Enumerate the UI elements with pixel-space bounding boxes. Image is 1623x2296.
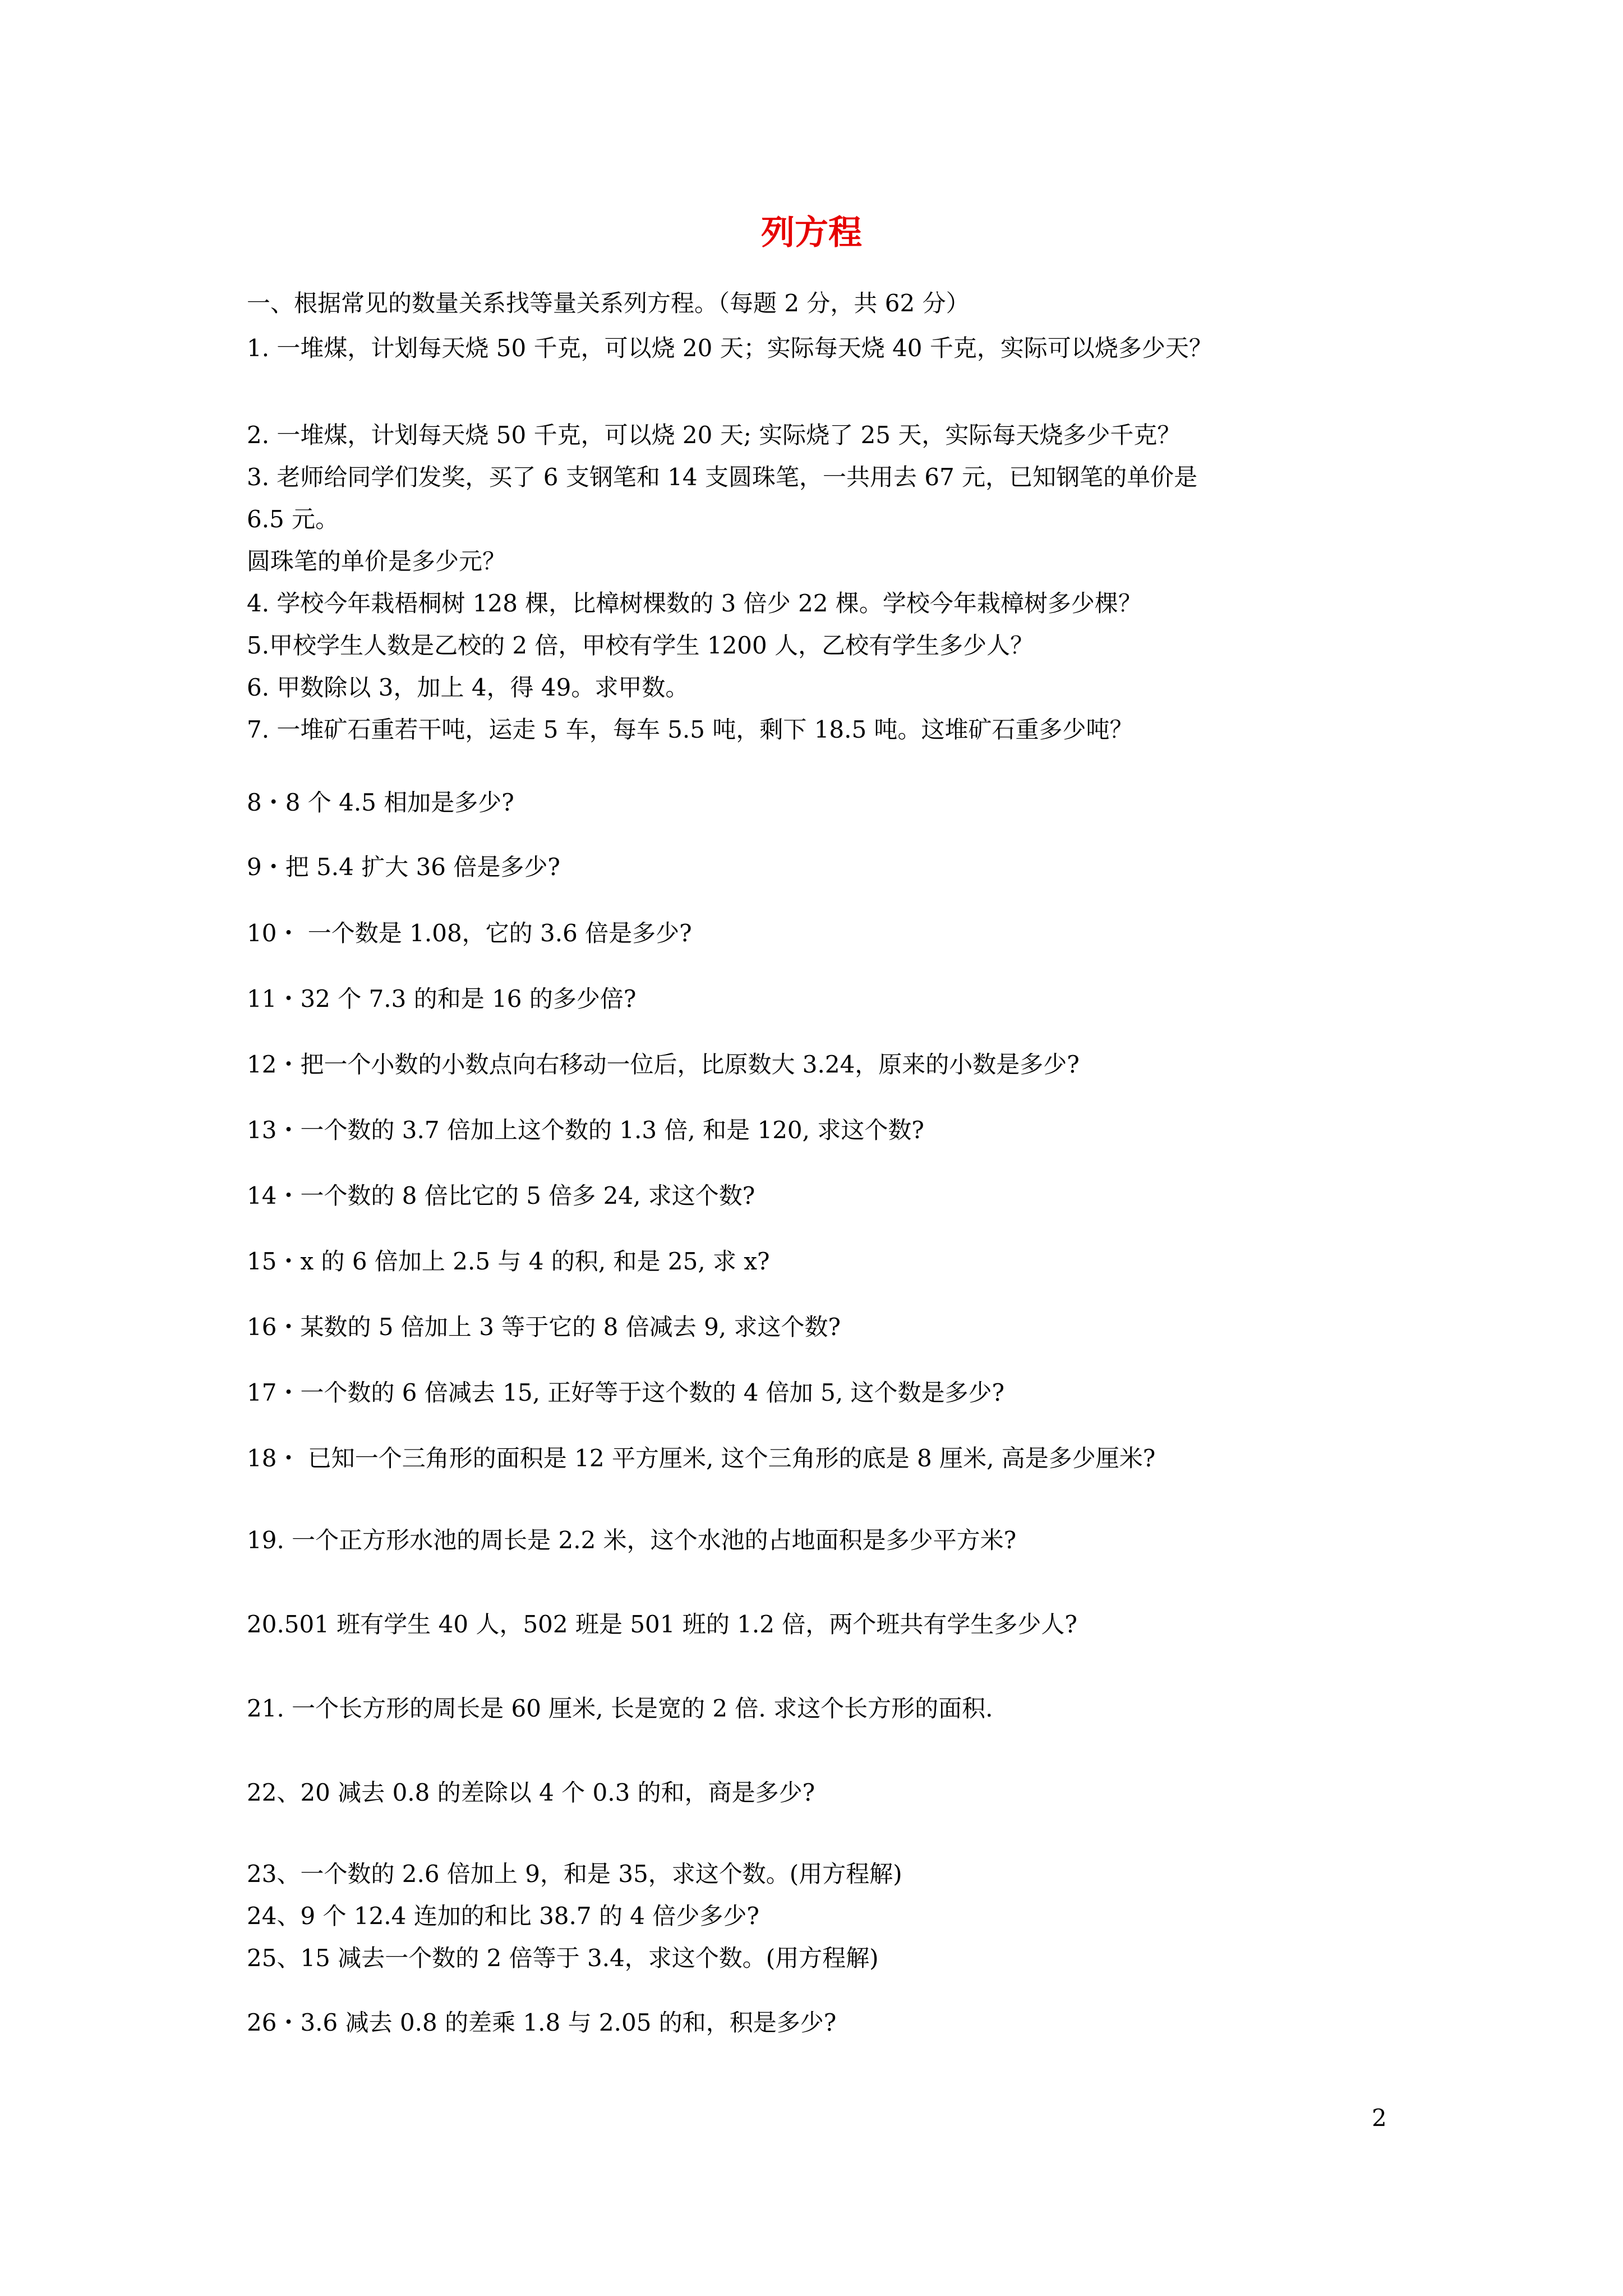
question-12: 12・把一个小数的小数点向右移动一位后，比原数大 3.24，原来的小数是多少?: [247, 1051, 1080, 1078]
question-10: 10・ 一个数是 1.08，它的 3.6 倍是多少?: [247, 919, 692, 947]
question-14: 14・一个数的 8 倍比它的 5 倍多 24, 求这个数?: [247, 1182, 755, 1209]
question-16: 16・某数的 5 倍加上 3 等于它的 8 倍减去 9, 求这个数?: [247, 1313, 841, 1341]
question-24: 24、9 个 12.4 连加的和比 38.7 的 4 倍少多少?: [247, 1902, 759, 1930]
question-7: 7. 一堆矿石重若干吨，运走 5 车，每车 5.5 吨，剩下 18.5 吨。这堆矿石重多少吨？: [247, 716, 1133, 743]
page-number: 2: [1372, 2104, 1387, 2132]
question-1: 1. 一堆煤，计划每天烧 50 千克，可以烧 20 天；实际每天烧 40 千克，实际可以烧多少天？: [247, 334, 1212, 362]
question-4: 4. 学校今年栽梧桐树 128 棵，比樟树棵数的 3 倍少 22 棵。学校今年栽樟树多少棵？: [247, 590, 1142, 617]
question-11: 11・32 个 7.3 的和是 16 的多少倍?: [247, 985, 637, 1013]
question-23: 23、一个数的 2.6 倍加上 9，和是 35，求这个数。(用方程解): [247, 1860, 902, 1888]
question-5: 5.甲校学生人数是乙校的 2 倍，甲校有学生 1200 人，乙校有学生多少人？: [247, 632, 1034, 659]
question-15: 15・x 的 6 倍加上 2.5 与 4 的积, 和是 25, 求 x?: [247, 1248, 770, 1275]
question-9: 9・把 5.4 扩大 36 倍是多少?: [247, 853, 560, 881]
question-22: 22、20 减去 0.8 的差除以 4 个 0.3 的和，商是多少?: [247, 1779, 815, 1806]
question-19: 19. 一个正方形水池的周长是 2.2 米，这个水池的占地面积是多少平方米?: [247, 1526, 1017, 1554]
question-20: 20.501 班有学生 40 人，502 班是 501 班的 1.2 倍，两个班共有学生多少人?: [247, 1611, 1077, 1638]
question-6: 6. 甲数除以 3，加上 4，得 49。求甲数。: [247, 674, 689, 701]
page-title: 列方程: [761, 213, 862, 252]
question-21: 21. 一个长方形的周长是 60 厘米, 长是宽的 2 倍. 求这个长方形的面积.: [247, 1695, 993, 1722]
question-26: 26・3.6 减去 0.8 的差乘 1.8 与 2.05 的和，积是多少?: [247, 2009, 837, 2036]
question-17: 17・一个数的 6 倍减去 15, 正好等于这个数的 4 倍加 5, 这个数是多少?: [247, 1379, 1005, 1406]
question-3-cont-2: 圆珠笔的单价是多少元？: [247, 547, 506, 575]
question-25: 25、15 减去一个数的 2 倍等于 3.4，求这个数。(用方程解): [247, 1944, 879, 1972]
question-2: 2. 一堆煤，计划每天烧 50 千克，可以烧 20 天; 实际烧了 25 天，实际每天烧多少千克？: [247, 421, 1181, 449]
question-3: 3. 老师给同学们发奖，买了 6 支钢笔和 14 支圆珠笔，一共用去 67 元，已知钢笔的单价是: [247, 463, 1198, 491]
question-18: 18・ 已知一个三角形的面积是 12 平方厘米, 这个三角形的底是 8 厘米, 高是多少厘米?: [247, 1444, 1156, 1472]
section-header: 一、根据常见的数量关系找等量关系列方程。（每题 2 分，共 62 分）: [247, 289, 970, 317]
question-8: 8・8 个 4.5 相加是多少?: [247, 789, 514, 816]
question-3-cont: 6.5 元。: [247, 505, 339, 533]
question-13: 13・一个数的 3.7 倍加上这个数的 1.3 倍, 和是 120, 求这个数?: [247, 1116, 924, 1144]
